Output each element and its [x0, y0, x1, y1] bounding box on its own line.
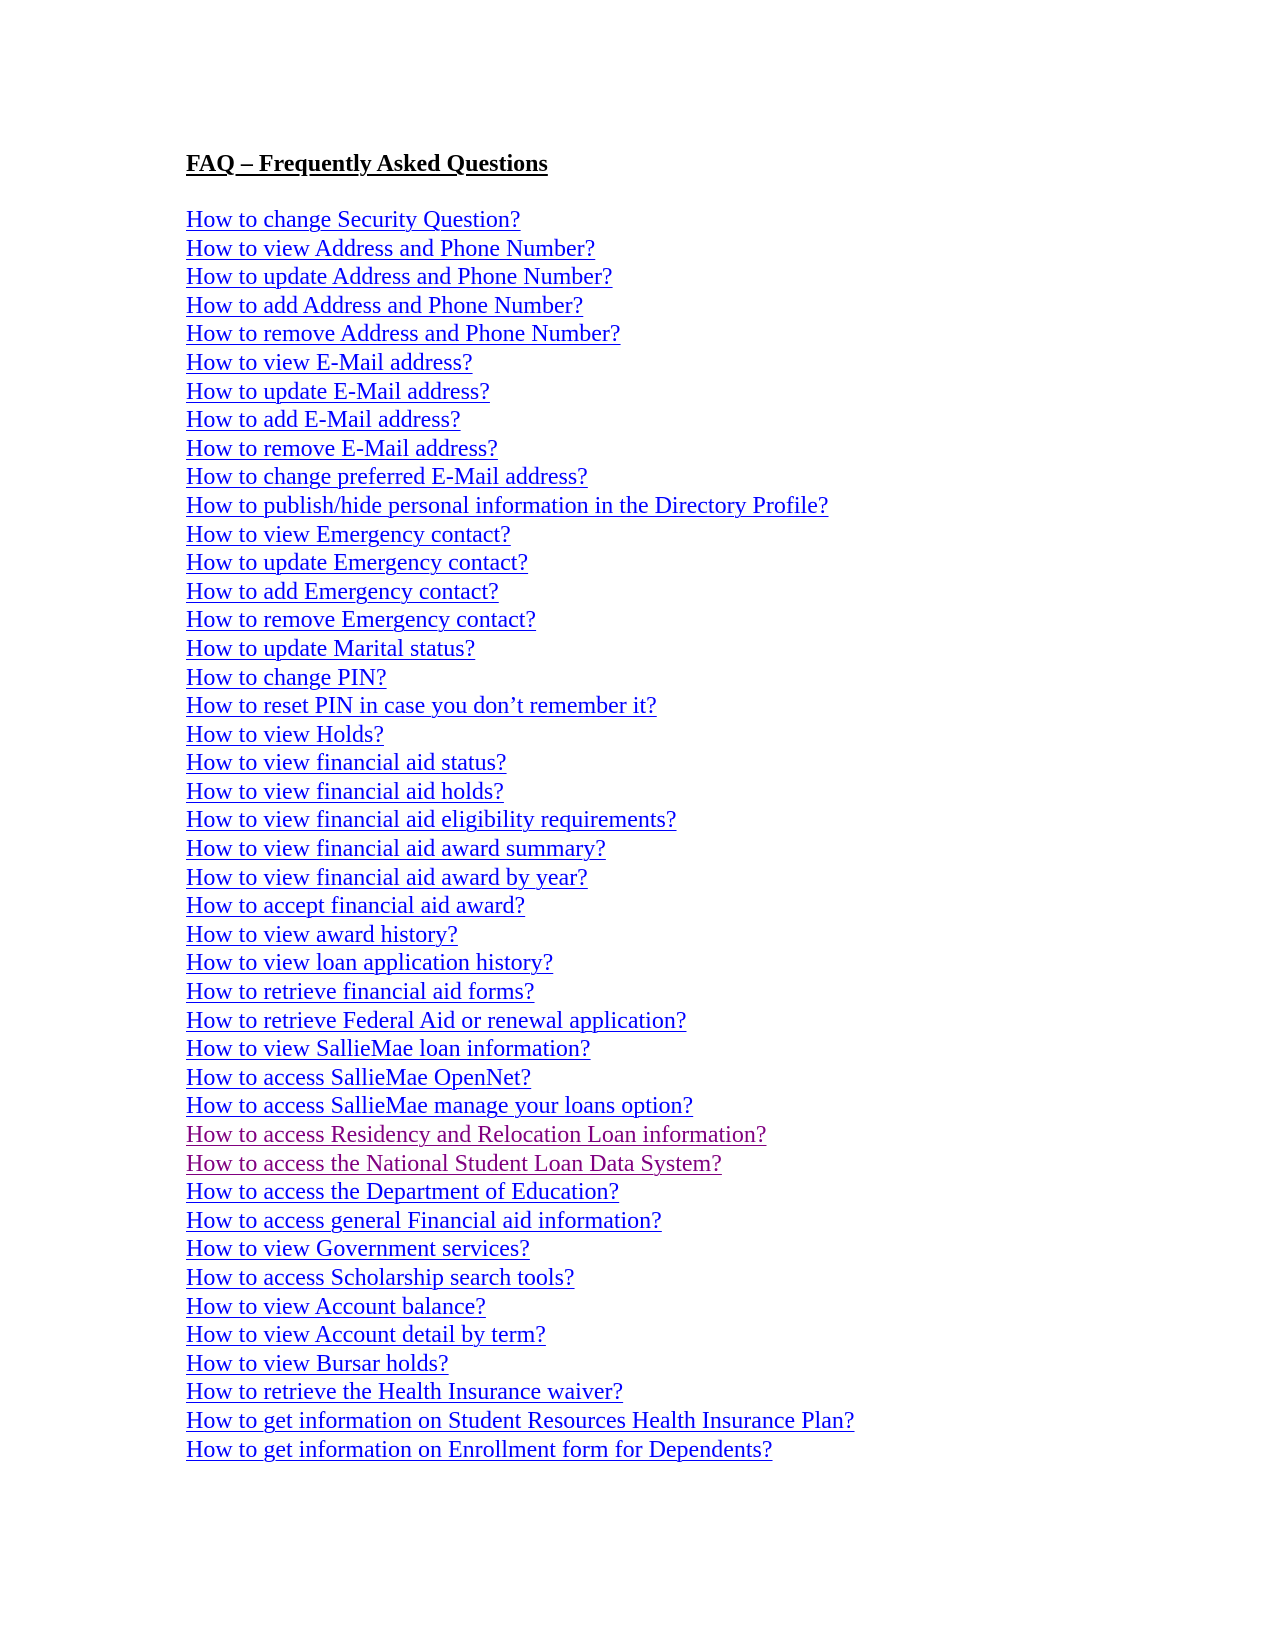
faq-question-link[interactable]: How to retrieve the Health Insurance waiver? [186, 1379, 624, 1406]
faq-question-link[interactable]: How to remove Emergency contact? [186, 607, 537, 634]
faq-question-link[interactable]: How to access general Financial aid information? [186, 1207, 662, 1234]
faq-item [186, 263, 855, 292]
faq-question-link[interactable]: How to change preferred E-Mail address? [186, 464, 588, 491]
faq-item [186, 235, 855, 264]
faq-item [186, 892, 855, 921]
faq-item [186, 949, 855, 978]
faq-item [186, 378, 855, 407]
faq-question-link[interactable]: How to access the National Student Loan Data System? [186, 1150, 722, 1177]
faq-question-link[interactable]: How to update E-Mail address? [186, 378, 490, 405]
faq-question-link[interactable]: How to view Account detail by term? [186, 1322, 546, 1349]
faq-item [186, 1293, 855, 1322]
faq-item [186, 721, 855, 750]
faq-question-link[interactable]: How to change PIN? [186, 664, 387, 691]
page-title: FAQ – Frequently Asked Questions [186, 151, 548, 177]
faq-item [186, 292, 855, 321]
faq-question-link[interactable]: How to add E-Mail address? [186, 407, 461, 434]
faq-question-link[interactable]: How to view Holds? [186, 721, 384, 748]
faq-item [186, 978, 855, 1007]
faq-question-link[interactable]: How to accept financial aid award? [186, 893, 526, 920]
faq-item [186, 492, 855, 521]
faq-question-link[interactable]: How to access Scholarship search tools? [186, 1264, 575, 1291]
faq-question-link[interactable]: How to access Residency and Relocation Loan information? [186, 1122, 767, 1148]
faq-item [186, 635, 855, 664]
faq-question-link[interactable]: How to view E-Mail address? [186, 349, 473, 376]
faq-item [186, 349, 855, 378]
faq-item [186, 778, 855, 807]
faq-question-link[interactable]: How to retrieve Federal Aid or renewal application? [186, 1007, 687, 1034]
faq-question-link[interactable]: How to view financial aid award by year? [186, 864, 588, 891]
faq-item [186, 864, 855, 893]
faq-item [186, 1121, 855, 1150]
faq-item [186, 1092, 855, 1121]
faq-question-link[interactable]: How to publish/hide personal information in the Directory Profile? [186, 492, 829, 519]
faq-question-link[interactable]: How to change Security Question? [186, 207, 521, 233]
faq-question-link[interactable]: How to view Government services? [186, 1236, 530, 1263]
faq-item [186, 1235, 855, 1264]
faq-question-link[interactable]: How to retrieve financial aid forms? [186, 979, 535, 1006]
faq-item [186, 1064, 855, 1093]
faq-item [186, 1178, 855, 1207]
faq-question-link[interactable]: How to view award history? [186, 921, 458, 948]
faq-question-link[interactable]: How to view SallieMae loan information? [186, 1036, 591, 1063]
faq-item [186, 1436, 855, 1465]
faq-item [186, 406, 855, 435]
faq-item [186, 749, 855, 778]
faq-item [186, 521, 855, 550]
faq-item [186, 1378, 855, 1407]
faq-question-link[interactable]: How to view financial aid holds? [186, 778, 504, 805]
faq-item [186, 206, 855, 235]
faq-item [186, 1407, 855, 1436]
faq-item [186, 320, 855, 349]
faq-question-link[interactable]: How to add Emergency contact? [186, 578, 499, 605]
faq-question-link[interactable]: How to get information on Enrollment form for Dependents? [186, 1436, 773, 1463]
faq-question-link[interactable]: How to reset PIN in case you don’t remember it? [186, 693, 657, 720]
faq-item [186, 692, 855, 721]
faq-question-link[interactable]: How to remove Address and Phone Number? [186, 321, 621, 348]
faq-item [186, 463, 855, 492]
faq-item [186, 1035, 855, 1064]
faq-question-link[interactable]: How to get information on Student Resources Health Insurance Plan? [186, 1407, 855, 1434]
faq-question-link[interactable]: How to update Emergency contact? [186, 550, 529, 577]
faq-question-link[interactable]: How to view financial aid eligibility requirements? [186, 807, 677, 834]
faq-item [186, 1207, 855, 1236]
faq-item [186, 1321, 855, 1350]
faq-item [186, 549, 855, 578]
faq-question-link[interactable]: How to view loan application history? [186, 950, 554, 977]
faq-question-link[interactable]: How to view Account balance? [186, 1293, 486, 1320]
faq-question-link[interactable]: How to view Emergency contact? [186, 521, 511, 548]
faq-question-link[interactable]: How to access SallieMae manage your loans option? [186, 1093, 694, 1120]
faq-question-link[interactable]: How to update Address and Phone Number? [186, 264, 613, 291]
faq-question-link[interactable]: How to remove E-Mail address? [186, 435, 498, 462]
faq-item [186, 835, 855, 864]
faq-item [186, 921, 855, 950]
faq-item [186, 806, 855, 835]
faq-item [186, 1264, 855, 1293]
faq-question-link[interactable]: How to access SallieMae OpenNet? [186, 1064, 532, 1091]
faq-question-link[interactable]: How to access the Department of Education? [186, 1179, 620, 1206]
faq-question-link[interactable]: How to view financial aid award summary? [186, 836, 606, 863]
faq-item [186, 578, 855, 607]
faq-question-link[interactable]: How to view Address and Phone Number? [186, 235, 596, 262]
faq-item [186, 664, 855, 693]
faq-item [186, 1350, 855, 1379]
faq-question-link[interactable]: How to add Address and Phone Number? [186, 292, 584, 319]
faq-question-list [186, 206, 855, 1464]
faq-item [186, 1007, 855, 1036]
faq-question-link[interactable]: How to view Bursar holds? [186, 1350, 449, 1377]
faq-item [186, 435, 855, 464]
faq-question-link[interactable]: How to update Marital status? [186, 635, 476, 662]
faq-item [186, 1150, 855, 1179]
faq-question-link[interactable]: How to view financial aid status? [186, 750, 507, 777]
faq-item [186, 606, 855, 635]
